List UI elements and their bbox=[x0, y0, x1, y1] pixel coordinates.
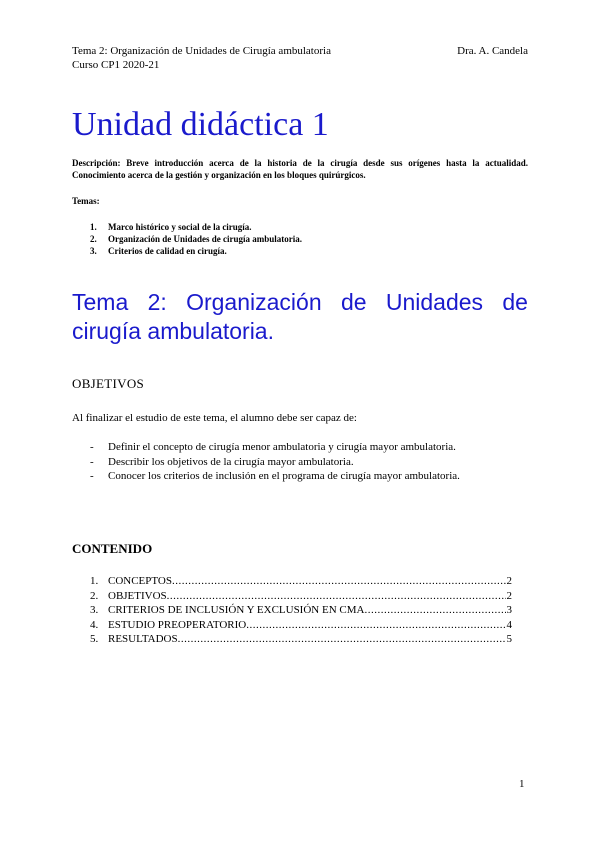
unit-title: Unidad didáctica 1 bbox=[72, 106, 329, 143]
objetivos-intro: Al finalizar el estudio de este tema, el alumno debe ser capaz de: bbox=[72, 412, 357, 424]
objetivos-heading: OBJETIVOS bbox=[72, 376, 145, 391]
temas-item-text: Criterios de calidad en cirugía. bbox=[108, 246, 227, 256]
header-course-topic: Tema 2: Organización de Unidades de Cirugía ambulatoria bbox=[72, 45, 331, 57]
objetivos-text: Definir el concepto de cirugía menor ambulatoria y cirugía mayor ambulatoria. bbox=[108, 441, 456, 453]
toc-label: CRITERIOS DE INCLUSIÓN Y EXCLUSIÓN EN CMA bbox=[108, 604, 365, 616]
header-author: Dra. A. Candela bbox=[457, 45, 528, 57]
temas-item-number: 3. bbox=[90, 246, 97, 256]
temas-item-number: 1. bbox=[90, 222, 97, 232]
unit-description: Descripción: Breve introducción acerca de la historia de la cirugía desde sus orígenes hasta la actualidad. Conocimiento acerca de la gestión y organización en los bloques quirúrgicos. bbox=[72, 158, 528, 180]
temas-item bbox=[90, 233, 302, 245]
table-of-contents bbox=[90, 574, 512, 647]
toc-leader-dots bbox=[178, 632, 506, 647]
tema2-title-word: 2: bbox=[147, 289, 167, 315]
tema2-title-line2: cirugía ambulatoria. bbox=[72, 318, 274, 344]
toc-label: ESTUDIO PREOPERATORIO bbox=[108, 618, 247, 631]
toc-entry[interactable] bbox=[90, 574, 512, 589]
objetivos-bullet: - bbox=[90, 455, 94, 468]
temas-item-text: Marco histórico y social de la cirugía. bbox=[108, 222, 252, 232]
objetivos-bullet: - bbox=[90, 441, 94, 453]
toc-number: 2. bbox=[90, 589, 99, 602]
toc-entry[interactable] bbox=[90, 603, 512, 618]
temas-list bbox=[90, 221, 302, 257]
objetivos-item bbox=[90, 440, 460, 455]
toc-number: 5. bbox=[90, 633, 99, 645]
contenido-heading: CONTENIDO bbox=[72, 541, 153, 556]
header-course-code: Curso CP1 2020-21 bbox=[72, 59, 160, 71]
toc-label: RESULTADOS bbox=[108, 633, 178, 645]
tema2-title-word: de bbox=[340, 289, 367, 315]
page-header bbox=[72, 44, 528, 72]
toc-number: 3. bbox=[90, 604, 99, 616]
toc-label: OBJETIVOS bbox=[108, 589, 167, 602]
objetivos-bullet: - bbox=[90, 470, 94, 482]
objetivos-list bbox=[90, 440, 460, 484]
toc-page: 2 bbox=[506, 589, 512, 602]
toc-page: 3 bbox=[506, 604, 512, 616]
toc-number: 1. bbox=[90, 575, 99, 587]
temas-item-number: 2. bbox=[90, 234, 97, 244]
toc-number: 4. bbox=[90, 618, 99, 631]
toc-leader-dots bbox=[364, 603, 505, 618]
objetivos-item bbox=[90, 455, 460, 470]
toc-leader-dots bbox=[246, 618, 505, 633]
toc-entry[interactable] bbox=[90, 618, 512, 633]
toc-entry[interactable] bbox=[90, 632, 512, 647]
toc-entry[interactable] bbox=[90, 589, 512, 604]
toc-page: 4 bbox=[506, 618, 512, 631]
tema2-title-word: Organización bbox=[186, 289, 322, 315]
page-number: 1 bbox=[519, 778, 525, 790]
objetivos-text: Describir los objetivos de la cirugía mayor ambulatoria. bbox=[108, 455, 354, 468]
tema2-title-word: Tema bbox=[72, 289, 129, 315]
temas-item bbox=[90, 245, 302, 257]
temas-item-text: Organización de Unidades de cirugía ambulatoria. bbox=[108, 234, 303, 244]
toc-page: 5 bbox=[506, 633, 512, 645]
tema2-title-word: Unidades bbox=[385, 289, 484, 315]
temas-item bbox=[90, 221, 302, 233]
toc-label: CONCEPTOS bbox=[108, 575, 172, 587]
tema2-title-word: de bbox=[502, 289, 528, 315]
temas-label: Temas: bbox=[72, 196, 100, 206]
toc-leader-dots bbox=[172, 574, 506, 589]
toc-page: 2 bbox=[506, 575, 512, 587]
toc-leader-dots bbox=[167, 589, 506, 604]
tema2-title bbox=[72, 288, 528, 346]
objetivos-item bbox=[90, 469, 460, 484]
objetivos-text: Conocer los criterios de inclusión en el programa de cirugía mayor ambulatoria. bbox=[108, 470, 460, 482]
